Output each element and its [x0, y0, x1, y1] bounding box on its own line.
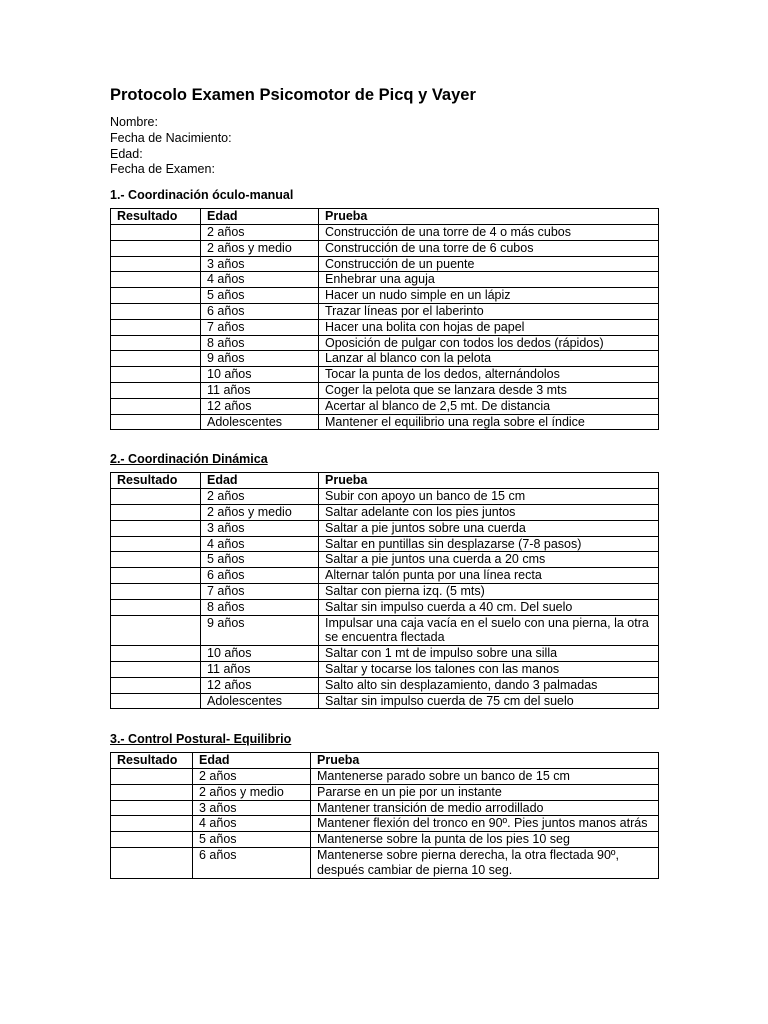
section-heading-coordinacion-oculo-manual: 1.- Coordinación óculo-manual [110, 188, 294, 203]
cell-resultado [111, 504, 201, 520]
table-row [111, 646, 659, 662]
table-row [111, 552, 659, 568]
table-row [111, 224, 659, 240]
cell-prueba: Coger la pelota que se lanzara desde 3 mts [319, 382, 659, 398]
table-header-row [111, 753, 659, 769]
cell-prueba: Pararse en un pie por un instante [311, 784, 659, 800]
cell-resultado [111, 303, 201, 319]
table-row [111, 303, 659, 319]
cell-prueba: Mantener transición de medio arrodillado [311, 800, 659, 816]
column-header-edad: Edad [201, 209, 319, 225]
cell-resultado [111, 646, 201, 662]
table-row [111, 832, 659, 848]
cell-prueba: Enhebrar una aguja [319, 272, 659, 288]
cell-prueba: Saltar y tocarse los talones con las manos [319, 661, 659, 677]
cell-edad: 2 años [201, 224, 319, 240]
cell-prueba: Mantener flexión del tronco en 90º. Pies juntos manos atrás [311, 816, 659, 832]
cell-edad: 2 años [201, 489, 319, 505]
table-row [111, 583, 659, 599]
table-row [111, 288, 659, 304]
cell-prueba: Saltar con pierna izq. (5 mts) [319, 583, 659, 599]
cell-resultado [111, 536, 201, 552]
cell-edad: 4 años [201, 536, 319, 552]
cell-edad: Adolescentes [201, 693, 319, 709]
cell-edad: 12 años [201, 677, 319, 693]
cell-edad: 3 años [201, 256, 319, 272]
cell-prueba: Subir con apoyo un banco de 15 cm [319, 489, 659, 505]
table-header-row [111, 209, 659, 225]
column-header-resultado: Resultado [111, 209, 201, 225]
table-row [111, 504, 659, 520]
cell-prueba: Construcción de una torre de 6 cubos [319, 240, 659, 256]
table-row [111, 816, 659, 832]
document-title: Protocolo Examen Psicomotor de Picq y Vayer [110, 86, 476, 104]
cell-prueba: Construcción de un puente [319, 256, 659, 272]
cell-prueba: Construcción de una torre de 4 o más cubos [319, 224, 659, 240]
field-nombre: Nombre: [110, 115, 158, 129]
cell-prueba: Mantenerse sobre pierna derecha, la otra flectada 90º, después cambiar de pierna 10 seg. [311, 848, 659, 879]
cell-resultado [111, 599, 201, 615]
table-row [111, 848, 659, 879]
cell-resultado [111, 800, 193, 816]
cell-edad: 11 años [201, 382, 319, 398]
cell-edad: 9 años [201, 351, 319, 367]
table-row [111, 568, 659, 584]
cell-prueba: Saltar sin impulso cuerda de 75 cm del suelo [319, 693, 659, 709]
cell-edad: 4 años [193, 816, 311, 832]
section-heading-coordinacion-dinamica: 2.- Coordinación Dinámica [110, 452, 268, 467]
field-fecha-nacimiento: Fecha de Nacimiento: [110, 130, 232, 145]
cell-prueba: Hacer una bolita con hojas de papel [319, 319, 659, 335]
column-header-prueba: Prueba [311, 753, 659, 769]
cell-resultado [111, 848, 193, 879]
cell-prueba: Lanzar al blanco con la pelota [319, 351, 659, 367]
cell-resultado [111, 382, 201, 398]
cell-edad: 8 años [201, 335, 319, 351]
cell-resultado [111, 288, 201, 304]
table-row [111, 398, 659, 414]
cell-prueba: Acertar al blanco de 2,5 mt. De distancia [319, 398, 659, 414]
section-heading-control-postural-equilibrio: 3.- Control Postural- Equilibrio [110, 732, 292, 747]
patient-fields [110, 115, 660, 178]
cell-prueba: Saltar con 1 mt de impulso sobre una silla [319, 646, 659, 662]
table-row [111, 536, 659, 552]
cell-edad: 5 años [201, 552, 319, 568]
cell-resultado [111, 583, 201, 599]
cell-resultado [111, 351, 201, 367]
cell-prueba: Trazar líneas por el laberinto [319, 303, 659, 319]
column-header-prueba: Prueba [319, 209, 659, 225]
cell-prueba: Mantenerse parado sobre un banco de 15 cm [311, 769, 659, 785]
cell-edad: 6 años [201, 568, 319, 584]
cell-resultado [111, 693, 201, 709]
table-row [111, 599, 659, 615]
cell-edad: 6 años [193, 848, 311, 879]
column-header-resultado: Resultado [111, 753, 193, 769]
cell-edad: 11 años [201, 661, 319, 677]
table-coordinacion-dinamica [110, 472, 659, 709]
table-coordinacion-oculo-manual [110, 208, 659, 430]
cell-prueba: Mantenerse sobre la punta de los pies 10 seg [311, 832, 659, 848]
table-row [111, 520, 659, 536]
cell-resultado [111, 832, 193, 848]
cell-resultado [111, 568, 201, 584]
field-edad: Edad: [110, 146, 143, 161]
cell-edad: 9 años [201, 615, 319, 646]
cell-edad: 5 años [193, 832, 311, 848]
cell-prueba: Saltar a pie juntos sobre una cuerda [319, 520, 659, 536]
cell-resultado [111, 489, 201, 505]
cell-resultado [111, 520, 201, 536]
cell-edad: 2 años y medio [201, 504, 319, 520]
cell-prueba: Alternar talón punta por una línea recta [319, 568, 659, 584]
table-row [111, 800, 659, 816]
cell-edad: 10 años [201, 646, 319, 662]
table-row [111, 784, 659, 800]
cell-resultado [111, 769, 193, 785]
cell-edad: 8 años [201, 599, 319, 615]
cell-resultado [111, 784, 193, 800]
cell-edad: 4 años [201, 272, 319, 288]
cell-edad: 2 años [193, 769, 311, 785]
cell-resultado [111, 224, 201, 240]
cell-prueba: Oposición de pulgar con todos los dedos (rápidos) [319, 335, 659, 351]
cell-resultado [111, 319, 201, 335]
cell-resultado [111, 816, 193, 832]
cell-edad: 3 años [193, 800, 311, 816]
column-header-resultado: Resultado [111, 473, 201, 489]
table-row [111, 351, 659, 367]
cell-edad: 3 años [201, 520, 319, 536]
cell-edad: 12 años [201, 398, 319, 414]
table-row [111, 769, 659, 785]
table-row [111, 693, 659, 709]
table-row [111, 256, 659, 272]
cell-edad: 7 años [201, 583, 319, 599]
table-row [111, 615, 659, 646]
cell-prueba: Mantener el equilibrio una regla sobre el índice [319, 414, 659, 430]
table-row [111, 319, 659, 335]
table-row [111, 272, 659, 288]
cell-edad: Adolescentes [201, 414, 319, 430]
cell-resultado [111, 335, 201, 351]
cell-edad: 5 años [201, 288, 319, 304]
cell-prueba: Hacer un nudo simple en un lápiz [319, 288, 659, 304]
column-header-prueba: Prueba [319, 473, 659, 489]
cell-edad: 7 años [201, 319, 319, 335]
cell-prueba: Salto alto sin desplazamiento, dando 3 palmadas [319, 677, 659, 693]
cell-prueba: Saltar a pie juntos una cuerda a 20 cms [319, 552, 659, 568]
cell-prueba: Saltar en puntillas sin desplazarse (7-8 pasos) [319, 536, 659, 552]
table-row [111, 489, 659, 505]
cell-resultado [111, 677, 201, 693]
column-header-edad: Edad [201, 473, 319, 489]
table-row [111, 661, 659, 677]
cell-edad: 2 años y medio [193, 784, 311, 800]
cell-resultado [111, 661, 201, 677]
cell-prueba: Saltar adelante con los pies juntos [319, 504, 659, 520]
table-row [111, 335, 659, 351]
cell-resultado [111, 398, 201, 414]
table-row [111, 414, 659, 430]
table-row [111, 367, 659, 383]
cell-resultado [111, 615, 201, 646]
document-body [110, 84, 660, 879]
field-fecha-examen: Fecha de Examen: [110, 162, 215, 177]
cell-edad: 6 años [201, 303, 319, 319]
cell-resultado [111, 367, 201, 383]
cell-prueba: Tocar la punta de los dedos, alternándolos [319, 367, 659, 383]
table-header-row [111, 473, 659, 489]
table-row [111, 382, 659, 398]
cell-resultado [111, 414, 201, 430]
column-header-edad: Edad [193, 753, 311, 769]
cell-resultado [111, 272, 201, 288]
table-control-postural-equilibrio [110, 752, 659, 878]
cell-prueba: Impulsar una caja vacía en el suelo con una pierna, la otra se encuentra flectada [319, 615, 659, 646]
cell-resultado [111, 240, 201, 256]
cell-edad: 2 años y medio [201, 240, 319, 256]
table-row [111, 677, 659, 693]
table-row [111, 240, 659, 256]
cell-resultado [111, 256, 201, 272]
cell-prueba: Saltar sin impulso cuerda a 40 cm. Del suelo [319, 599, 659, 615]
cell-resultado [111, 552, 201, 568]
cell-edad: 10 años [201, 367, 319, 383]
